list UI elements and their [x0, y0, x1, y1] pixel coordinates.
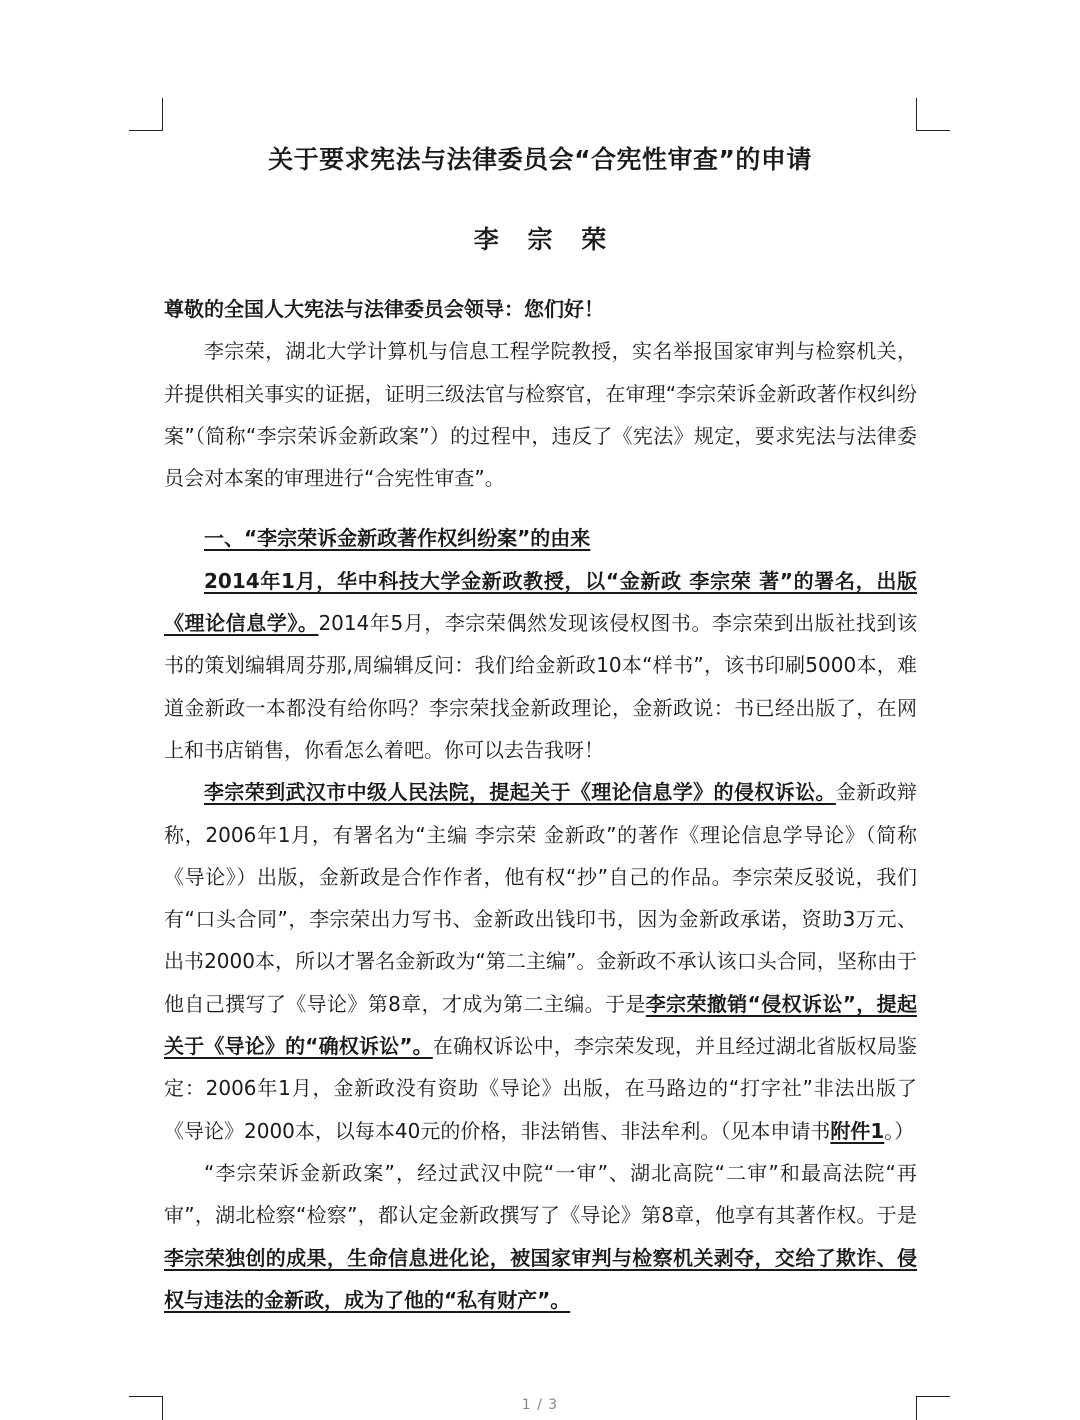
document-title: 关于要求宪法与法律委员会“合宪性审查”的申请: [268, 145, 812, 174]
body-text: 金新政辩称，2006年1月，有署名为“主编 李宗荣 金新政”的著作《理论信息学导论》（简称《导论》）出版，金新政是合作作者，他有权“抄”自己的作品。李宗荣反驳说，我们有“口头合同”，李宗荣出力写书、金新政出钱印书，因为金新政承诺，资助3万元、出书2000本，所以才署名金新政为“第二主编”。金新政不承认该口头合同，坚称由于他自己撰写了《导论》第8章，才成为第二主编。于是: [164, 780, 918, 1016]
document-author: 李 宗 荣: [473, 225, 607, 254]
body-text: 在确权诉讼中，李宗荣发现，并且经过湖北省版权局鉴定：2006年1月，金新政没有资助《导论》出版，在马路边的“打字社”非法出版了《导论》2000本，以每本40元的价格，非法销售、非法牟利。（见本申请书: [164, 1034, 917, 1143]
greeting: 尊敬的全国人大宪法与法律委员会领导：您们好！: [164, 297, 604, 321]
body-text: “李宗荣诉金新政案”，经过武汉中院“一审”、湖北高院“二审”和最高法院“再审”，湖北检察“检察”，都认定金新政撰写了《导论》第8章，他享有其著作权。于是: [164, 1160, 917, 1228]
highlight-text: 李宗荣撤销“侵权诉讼”，提起关于《导论》的“确权诉讼”。: [164, 991, 917, 1059]
paragraph-2: [164, 771, 917, 1152]
page-indicator: 1 / 3: [521, 1397, 559, 1413]
crop-mark-top-right: [916, 98, 950, 131]
section-heading-1: 一、“李宗荣诉金新政著作权纠纷案”的由来: [204, 526, 591, 551]
highlight-text: 李宗荣独创的成果，生命信息进化论，被国家审判与检察机关剥夺，交给了欺诈、侵权与违法的金新政，成为了他的“私有财产”。: [164, 1245, 917, 1312]
crop-mark-top-left: [129, 98, 163, 131]
document-body: [164, 288, 917, 1321]
highlight-text: 李宗荣到武汉市中级人民法院，提起关于《理论信息学》的侵权诉讼。: [204, 780, 836, 805]
body-text: 2014年5月，李宗荣偶然发现该侵权图书。李宗荣到出版社找到该书的策划编辑周芬那,周编辑反问：我们给金新政10本“样书”，该书印刷5000本，难道金新政一本都没有给你吗？李宗荣找金新政理论，金新政说：书已经出版了，在网上和书店销售，你看怎么着吧。你可以去告我呀！: [164, 611, 918, 762]
body-text: 。）: [884, 1118, 915, 1143]
paragraph-1: [164, 560, 917, 771]
attachment-reference: 附件1: [830, 1118, 885, 1143]
intro-paragraph: 李宗荣，湖北大学计算机与信息工程学院教授，实名举报国家审判与检察机关，并提供相关事实的证据，证明三级法官与检察官，在审理“李宗荣诉金新政著作权纠纷案”（简称“李宗荣诉金新政案”）的过程中，违反了《宪法》规定，要求宪法与法律委员会对本案的审理进行“合宪性审查”。: [164, 339, 917, 491]
highlight-text: 2014年1月，华中科技大学金新政教授，以“金新政 李宗荣 著”的署名，出版《理论信息学》。: [164, 568, 917, 636]
paragraph-3: [164, 1152, 917, 1321]
